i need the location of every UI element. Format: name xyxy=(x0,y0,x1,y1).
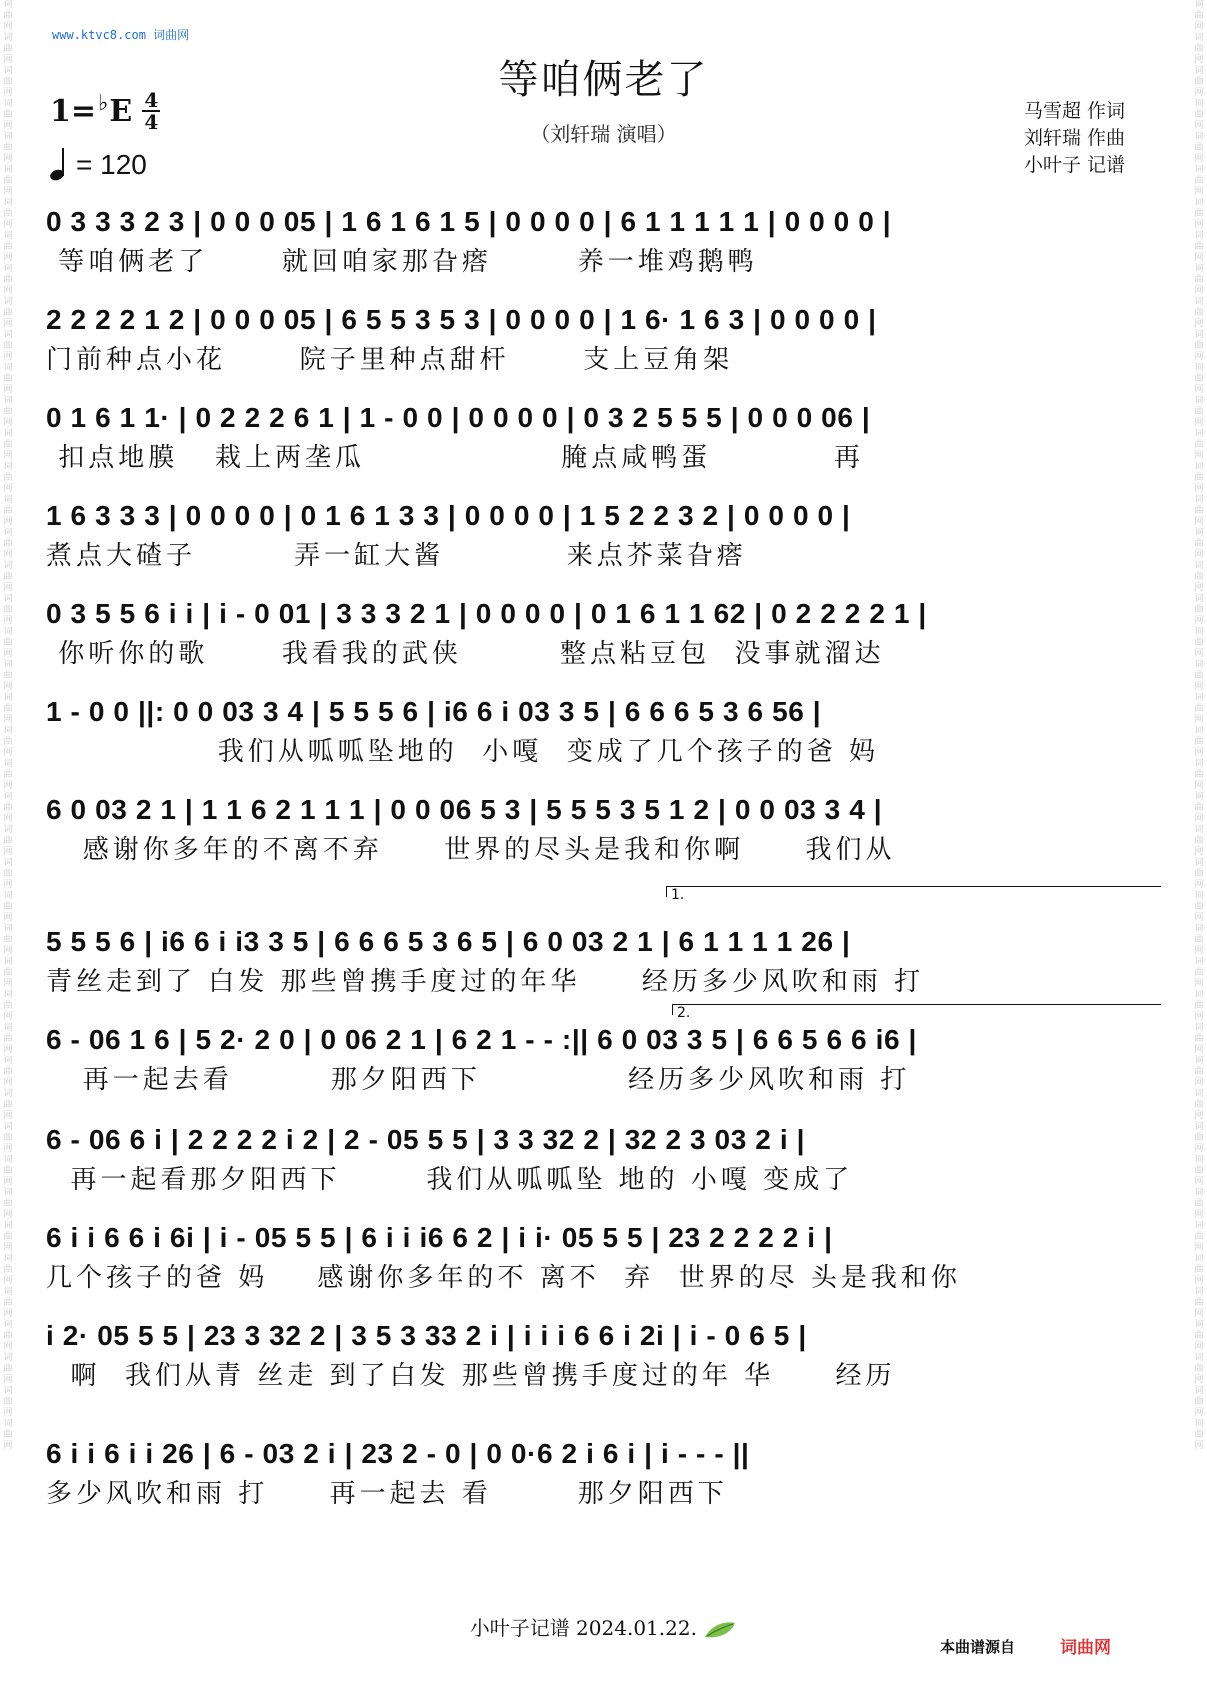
credits-block xyxy=(1024,98,1125,179)
notation-line: 6 0 03 2 1 | 1 1 6 2 1 1 1 | 0 0 06 5 3 | 5 5 5 3 5 1 2 | 0 0 03 3 4 | xyxy=(46,794,883,825)
tempo-value: = 120 xyxy=(76,149,147,180)
performer-line: （刘轩瑞 演唱） xyxy=(530,122,677,146)
notation-line: i 2· 05 5 5 | 23 3 32 2 | 3 5 3 33 2 i | i i i 6 6 i 2i | i - 0 6 5 | xyxy=(46,1320,807,1351)
lyrics-line: 再一起看那夕阳西下 我们从呱呱坠 地的 小嘎 变成了 xyxy=(46,1165,854,1195)
key-prefix: 1= xyxy=(50,93,97,129)
lyrics-line: 门前种点小花 院子里种点甜杆 支上豆角架 xyxy=(46,345,734,375)
notation-line: 0 1 6 1 1· | 0 2 2 2 6 1 | 1 - 0 0 | 0 0 0 0 | 0 3 2 5 5 5 | 0 0 0 06 | xyxy=(46,402,871,433)
score-row xyxy=(46,382,1161,480)
lyrics-line: 感谢你多年的不离不弃 世界的尽头是我和你啊 我们从 xyxy=(46,835,896,865)
notation-line: 6 - 06 1 6 | 5 2· 2 0 | 0 06 2 1 | 6 2 1 - - :|| 6 0 03 3 5 | 6 6 5 6 6 i6 | xyxy=(46,1024,917,1055)
quarter-note-icon xyxy=(50,148,72,182)
volta-bracket-first: 1. xyxy=(666,886,1161,897)
lyrics-line: 你听你的歌 我看我的武侠 整点粘豆包 没事就溜达 xyxy=(46,639,885,669)
transcriber-signature xyxy=(0,1612,1207,1641)
notation-line: 5 5 5 6 | i6 6 i i3 3 5 | 6 6 6 5 3 6 5 | 6 0 03 2 1 | 6 1 1 1 1 26 | xyxy=(46,926,851,957)
notation-line: 6 - 06 6 i | 2 2 2 2 i 2 | 2 - 05 5 5 | 3 3 32 2 | 32 2 3 03 2 i | xyxy=(46,1124,806,1155)
signature-text: 小叶子记谱 2024.01.22. xyxy=(469,1616,697,1640)
notation-line: 1 - 0 0 ||: 0 0 03 3 4 | 5 5 5 6 | i6 6 i 03 3 5 | 6 6 6 5 3 6 56 | xyxy=(46,696,822,727)
score-row xyxy=(46,480,1161,578)
notation-line: 6 i i 6 i i 26 | 6 - 03 2 i | 23 2 - 0 | 0 0·6 2 i 6 i | i - - - || xyxy=(46,1438,750,1469)
source-site-link[interactable]: 词曲网 xyxy=(1060,1638,1111,1658)
side-watermark-left: 词 曲 网 词 曲 网 词 曲 网 词 曲 网 词 曲 网 词 曲 网 词 曲 网 词 曲 网 词 曲 网 词 曲 网 词 曲 网 词 曲 网 词 曲 网 词 曲 网 词 曲 网 词 曲 网 词 曲 网 词 曲 网 词 曲 网 词 曲 网 词 曲 网 词 曲 网 词 曲 网 词 曲 网 词 曲 网 词 曲 网 词 曲 网 词 曲 网 词 曲 网 词 曲 网 词 曲 网 词 曲 网 词 曲 网 词 曲 网 词 曲 网 词 曲 网 词 曲 网 词 曲 网 词 曲 网 词 曲 网 词 曲 网 词 曲 网 词 曲 网 词 曲 网 xyxy=(3,0,13,1451)
lyrics-line: 等咱俩老了 就回咱家那旮瘩 养一堆鸡鹅鸭 xyxy=(46,247,758,277)
source-label: 本曲谱源自 xyxy=(939,1638,1015,1656)
notation-line: 6 i i 6 6 i 6i | i - 05 5 5 | 6 i i i6 6 2 | i i· 05 5 5 | 23 2 2 2 2 i | xyxy=(46,1222,833,1253)
score-row xyxy=(46,676,1161,774)
score-row xyxy=(46,186,1161,284)
time-signature xyxy=(142,90,160,132)
notation-line: 0 3 5 5 6 i i | i - 0 01 | 3 3 3 2 1 | 0 0 0 0 | 0 1 6 1 1 62 | 0 2 2 2 2 1 | xyxy=(46,598,927,629)
score-row xyxy=(46,1104,1161,1202)
composer-credit: 刘轩瑞 作曲 xyxy=(1023,127,1125,149)
lyricist-credit: 马雪超 作词 xyxy=(1023,100,1125,122)
time-bottom: 4 xyxy=(144,110,159,134)
lyrics-line: 扣点地膜 栽上两垄瓜 腌点咸鸭蛋 再 xyxy=(46,443,864,473)
lyrics-line: 我们从呱呱坠地的 小嘎 变成了几个孩子的爸 妈 xyxy=(46,737,880,767)
key-note: E xyxy=(109,93,133,129)
lyrics-line: 煮点大碴子 弄一缸大酱 来点芥菜旮瘩 xyxy=(46,541,747,571)
score-row xyxy=(46,1202,1161,1300)
leaf-icon xyxy=(703,1619,737,1641)
lyrics-line: 青丝走到了 白发 那些曾携手度过的年华 经历多少风吹和雨 打 xyxy=(46,967,925,997)
flat-sign: ♭ xyxy=(98,90,109,116)
site-watermark-top[interactable]: www.ktvc8.com 词曲网 xyxy=(52,28,190,42)
score-row xyxy=(46,1004,1161,1104)
score xyxy=(46,186,1161,1516)
score-row xyxy=(46,1300,1161,1418)
score-row xyxy=(46,774,1161,872)
notation-line: 2 2 2 2 1 2 | 0 0 0 05 | 6 5 5 3 5 3 | 0 0 0 0 | 1 6· 1 6 3 | 0 0 0 0 | xyxy=(46,304,877,335)
tempo-marking xyxy=(50,148,147,182)
time-top: 4 xyxy=(144,88,159,112)
score-row xyxy=(46,578,1161,676)
transcriber-credit: 小叶子 记谱 xyxy=(1023,154,1125,176)
score-row xyxy=(46,872,1161,1004)
lyrics-line: 多少风吹和雨 打 再一起去 看 那夕阳西下 xyxy=(46,1479,728,1509)
key-signature xyxy=(50,90,160,132)
score-row xyxy=(46,1418,1161,1516)
song-title: 等咱俩老了 xyxy=(498,57,709,103)
lyrics-line: 啊 我们从青 丝走 到了白发 那些曾携手度过的年 华 经历 xyxy=(46,1361,896,1391)
side-watermark-right: 词 曲 网 词 曲 网 词 曲 网 词 曲 网 词 曲 网 词 曲 网 词 曲 网 词 曲 网 词 曲 网 词 曲 网 词 曲 网 词 曲 网 词 曲 网 词 曲 网 词 曲 网 词 曲 网 词 曲 网 词 曲 网 词 曲 网 词 曲 网 词 曲 网 词 曲 网 词 曲 网 词 曲 网 词 曲 网 词 曲 网 词 曲 网 词 曲 网 词 曲 网 词 曲 网 词 曲 网 词 曲 网 词 曲 网 词 曲 网 词 曲 网 词 曲 网 词 曲 网 词 曲 网 词 曲 网 词 曲 网 词 曲 网 词 曲 网 词 曲 网 词 曲 网 xyxy=(1194,0,1204,1451)
lyrics-line: 再一起去看 那夕阳西下 经历多少风吹和雨 打 xyxy=(46,1065,911,1095)
volta-bracket-second: 2. xyxy=(672,1004,1161,1015)
lyrics-line: 几个孩子的爸 妈 感谢你多年的不 离不 弃 世界的尽 头是我和你 xyxy=(46,1263,961,1293)
notation-line: 1 6 3 3 3 | 0 0 0 0 | 0 1 6 1 3 3 | 0 0 0 0 | 1 5 2 2 3 2 | 0 0 0 0 | xyxy=(46,500,851,531)
score-row xyxy=(46,284,1161,382)
notation-line: 0 3 3 3 2 3 | 0 0 0 05 | 1 6 1 6 1 5 | 0 0 0 0 | 6 1 1 1 1 1 | 0 0 0 0 | xyxy=(46,206,892,237)
